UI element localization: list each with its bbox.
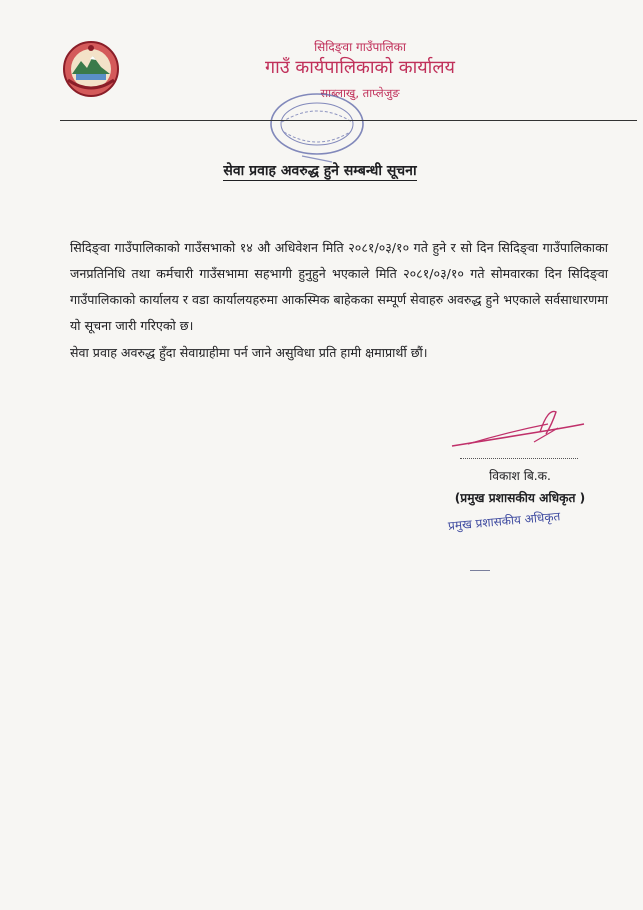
- office-seal-stamp-icon: [262, 92, 372, 166]
- notice-paragraph-2: सेवा प्रवाह अवरुद्ध हुँदा सेवाग्राहीमा पर्न जाने असुविधा प्रति हामी क्षमाप्रार्थी छौं।: [70, 345, 428, 360]
- handwritten-signature-icon: [448, 402, 588, 458]
- office-name-small: सिदिङ्वा गाउँपालिका: [314, 40, 406, 54]
- notice-paragraph-1: सिदिङ्वा गाउँपालिकाको गाउँसभाको १४ औ अधिवेशन मिति २०८१/०३/१० गते हुने र सो दिन सिदिङ्वा गाउँपालिकाका जनप्रतिनिधि तथा कर्मचारी गाउँसभामा सहभागी हुनुहुने भएकाले मिति २०८१/०३/१० गते सोमवारका दिन सिदिङ्वा गाउँपालिकाको कार्यालय र वडा कार्यालयहरुमा आकस्मिक बाहेकका सम्पूर्ण सेवाहरु अवरुद्ध हुने भएकाले सर्वसाधारणमा यो सूचना जारी गरिएको छ।: [70, 240, 608, 333]
- signature-line: [460, 458, 578, 459]
- signatory-name: विकाश बि.क.: [489, 469, 551, 483]
- designation-stamp: प्रमुख प्रशासकीय अधिकृत: [447, 509, 561, 533]
- nepal-emblem-icon: [62, 40, 120, 98]
- notice-heading-text: सेवा प्रवाह अवरुद्ध हुने सम्बन्धी सूचना: [223, 163, 417, 179]
- header-divider: [60, 120, 637, 121]
- signatory-designation: (प्रमुख प्रशासकीय अधिकृत ): [454, 491, 586, 505]
- office-title: गाउँ कार्यपालिकाको कार्यालय: [265, 57, 455, 78]
- notice-heading: [160, 161, 480, 180]
- stamp-underline: [470, 570, 490, 571]
- office-address: साब्लाखु, ताप्लेजुङ: [320, 86, 400, 100]
